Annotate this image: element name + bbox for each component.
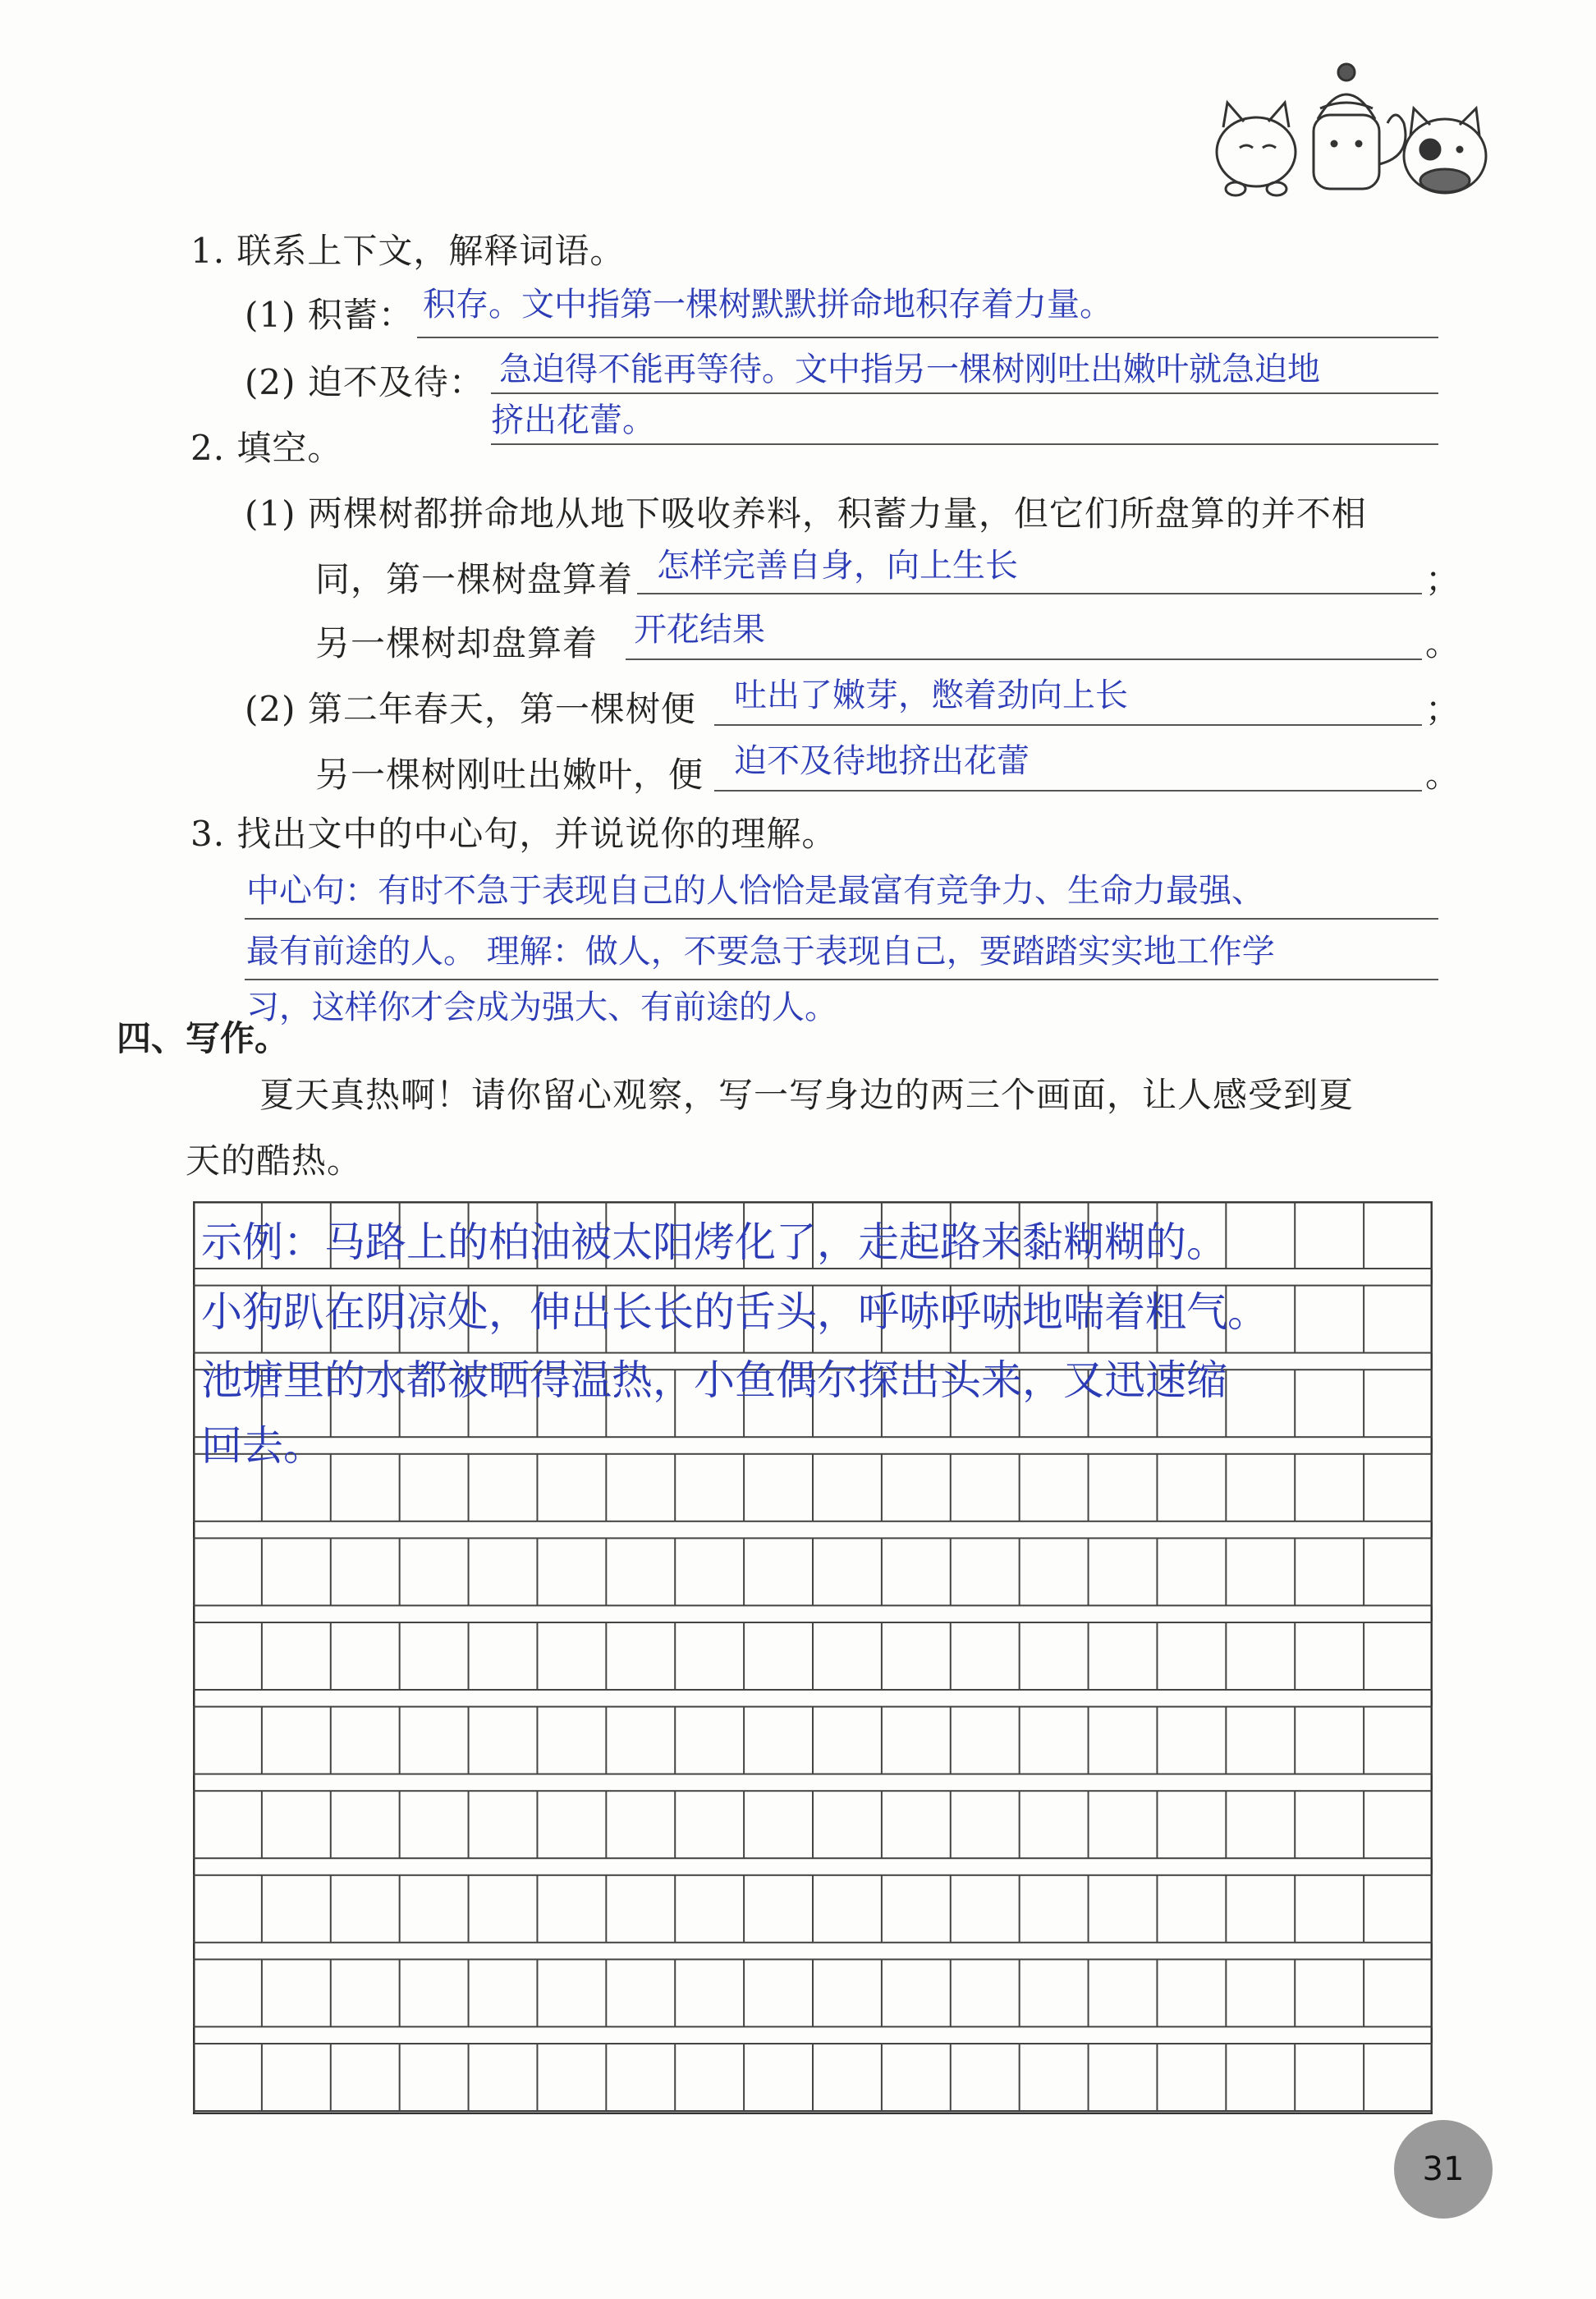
q2-item1-answer1: 怎样完善自身，向上生长 bbox=[657, 547, 1018, 585]
q2-item1-answer2: 开花结果 bbox=[634, 611, 765, 649]
answer-line bbox=[637, 593, 1422, 594]
q2-item2-text2: 另一棵树刚吐出嫩叶，便 bbox=[315, 755, 704, 795]
answer-line bbox=[491, 392, 1438, 394]
cats-illustration bbox=[1199, 57, 1502, 205]
period: 。 bbox=[1425, 755, 1461, 795]
answer-line bbox=[245, 918, 1438, 920]
page-number: 31 bbox=[1394, 2120, 1493, 2219]
q3-answer-line2: 最有前途的人。 理解：做人，不要急于表现自己，要踏踏实实地工作学 bbox=[246, 933, 1275, 971]
semicolon: ； bbox=[1425, 559, 1461, 599]
essay-line2: 小狗趴在阴凉处，伸出长长的舌头，呼哧呼哧地喘着粗气。 bbox=[201, 1288, 1268, 1336]
q2-item2-text1: (2) 第二年春天，第一棵树便 bbox=[245, 689, 696, 729]
writing-prompt-line2: 天的酷热。 bbox=[186, 1140, 363, 1181]
answer-line bbox=[417, 337, 1438, 338]
q1-item1-answer: 积存。文中指第一棵树默默拼命地积存着力量。 bbox=[423, 286, 1112, 324]
period: 。 bbox=[1425, 623, 1461, 663]
q1-item2-answer-line1: 急迫得不能再等待。文中指另一棵树刚吐出嫩叶就急迫地 bbox=[499, 351, 1320, 388]
answer-line bbox=[626, 658, 1422, 660]
essay-line3: 池塘里的水都被晒得温热，小鱼偶尔探出头来，又迅速缩 bbox=[201, 1356, 1227, 1404]
q3-answer-line1: 中心句：有时不急于表现自己的人恰恰是最富有竞争力、生命力最强、 bbox=[246, 872, 1264, 910]
q1-title: 1. 联系上下文，解释词语。 bbox=[190, 231, 626, 271]
q2-item1-text2: 同，第一棵树盘算着 bbox=[315, 559, 634, 599]
q1-item2-answer-line2: 挤出花蕾。 bbox=[491, 402, 655, 439]
answer-line bbox=[491, 443, 1438, 445]
answer-line bbox=[714, 790, 1422, 792]
q2-item1-text1: (1) 两棵树都拼命地从地下吸收养料，积蓄力量，但它们所盘算的并不相 bbox=[245, 493, 1367, 534]
q1-item2-label: (2) 迫不及待： bbox=[245, 362, 484, 402]
q3-answer-line3: 习，这样你才会成为强大、有前途的人。 bbox=[246, 989, 837, 1026]
answer-line bbox=[245, 979, 1438, 980]
q1-item1-label: (1) 积蓄： bbox=[245, 295, 414, 335]
q2-item2-answer2: 迫不及待地挤出花蕾 bbox=[734, 742, 1030, 780]
q2-title: 2. 填空。 bbox=[190, 428, 343, 468]
semicolon: ； bbox=[1425, 689, 1461, 729]
q2-item1-text3: 另一棵树却盘算着 bbox=[315, 623, 598, 663]
answer-line bbox=[714, 724, 1422, 726]
essay-line4: 回去。 bbox=[201, 1422, 324, 1470]
q2-item2-answer1: 吐出了嫩芽，憋着劲向上长 bbox=[734, 677, 1128, 714]
writing-section-title: 四、写作。 bbox=[117, 1018, 290, 1058]
essay-line1: 示例：马路上的柏油被太阳烤化了，走起路来黏糊糊的。 bbox=[201, 1218, 1227, 1266]
q3-title: 3. 找出文中的中心句，并说说你的理解。 bbox=[190, 814, 837, 854]
writing-prompt-line1: 夏天真热啊！请你留心观察，写一写身边的两三个画面，让人感受到夏 bbox=[259, 1075, 1355, 1115]
